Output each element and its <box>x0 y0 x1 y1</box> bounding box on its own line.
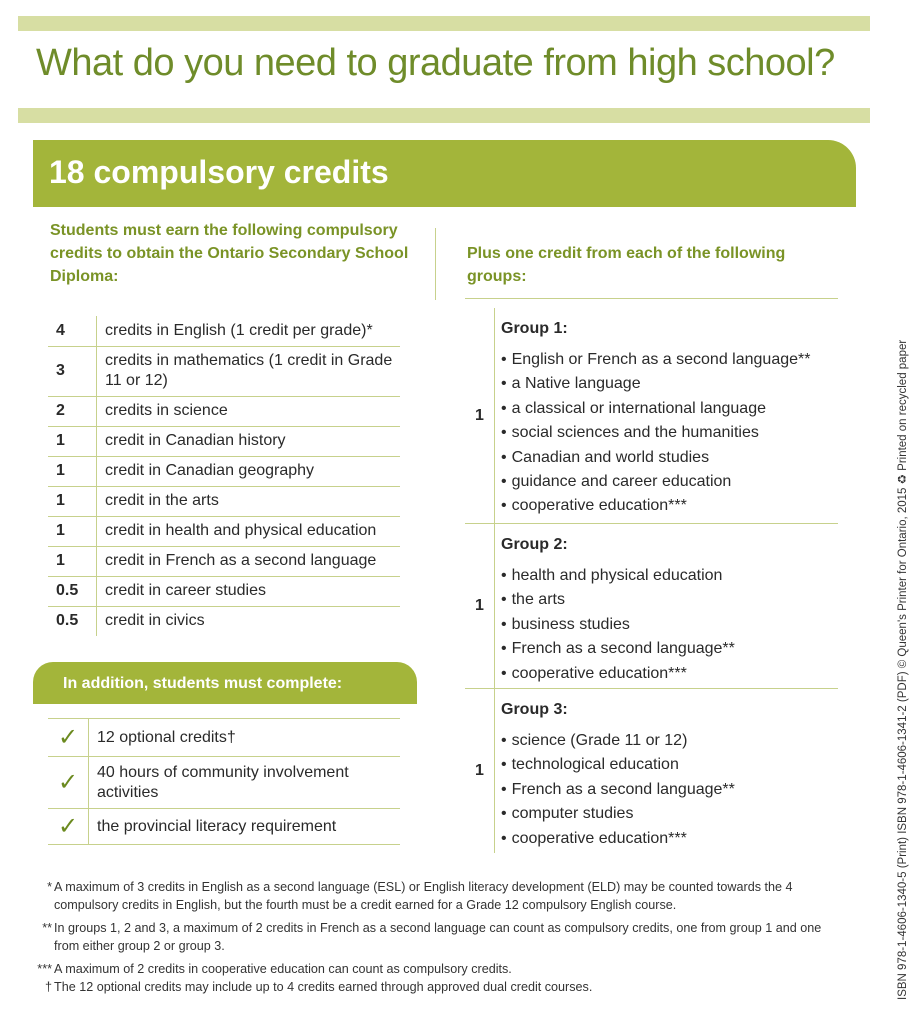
publication-info: ISBN 978-1-4606-1340-5 (Print) ISBN 978-1-4606-1341-2 (PDF) © Queen's Printer for Ontario, 2015 ♻ Printed on recycled paper <box>897 339 909 1000</box>
credit-description: credit in career studies <box>97 576 401 606</box>
table-row <box>48 576 400 606</box>
footnote <box>36 878 836 914</box>
list-item: • cooperative education*** <box>501 494 838 518</box>
elective-groups <box>465 308 838 853</box>
title-underline-bar <box>18 108 870 123</box>
list-item: • Canadian and world studies <box>501 446 838 470</box>
group-3 <box>465 689 838 853</box>
intro-right: Plus one credit from each of the following groups: <box>467 245 786 285</box>
credit-count: 3 <box>48 346 97 396</box>
credit-count: 0.5 <box>48 576 97 606</box>
credit-description: credit in health and physical education <box>97 516 401 546</box>
table-row <box>48 809 400 845</box>
list-item: • guidance and career education <box>501 470 838 494</box>
credit-description: credit in the arts <box>97 486 401 516</box>
table-row <box>48 516 400 546</box>
requirement-description: the provincial literacy requirement <box>89 809 401 845</box>
group-title: Group 1: <box>501 320 568 337</box>
group-body <box>501 689 838 855</box>
list-item: • the arts <box>501 588 838 612</box>
group-1 <box>465 308 838 524</box>
credit-count: 1 <box>48 546 97 576</box>
group-items <box>501 348 838 519</box>
list-item: • cooperative education*** <box>501 827 838 851</box>
addition-title: In addition, students must complete: <box>63 675 343 692</box>
table-row <box>48 757 400 809</box>
group-title: Group 2: <box>501 536 568 553</box>
requirement-description: 12 optional credits† <box>89 719 401 757</box>
list-item: • health and physical education <box>501 564 838 588</box>
group-credit-count: 1 <box>465 308 495 523</box>
group-body <box>501 308 838 523</box>
footnote <box>36 960 836 978</box>
credit-description: credits in English (1 credit per grade)* <box>105 321 373 339</box>
table-row <box>48 316 400 346</box>
group-2 <box>465 524 838 689</box>
requirement-description: 40 hours of community involvement activities <box>89 757 401 809</box>
footnote-mark: † <box>44 980 52 994</box>
group-body <box>501 524 838 690</box>
list-item: • French as a second language** <box>501 637 838 661</box>
credit-description: credit in French as a second language <box>97 546 401 576</box>
group-credit-count: 1 <box>465 524 495 688</box>
list-item: • business studies <box>501 613 838 637</box>
list-item: • technological education <box>501 753 838 777</box>
credit-count: 1 <box>48 426 97 456</box>
compulsory-credits-banner <box>33 140 856 207</box>
list-item: • French as a second language** <box>501 778 838 802</box>
footnote <box>36 919 836 955</box>
groups-top-rule <box>465 298 838 299</box>
footnote-mark: * <box>47 880 52 894</box>
footnote-text: A maximum of 3 credits in English as a second language (ESL) or English literacy development (ELD) may be counted towards the 4 compulsory credits in English, but the fourth must be a credit earned for a Grade 12 compulsory English course. <box>54 880 793 912</box>
credit-description: credit in civics <box>97 606 401 636</box>
credit-count: 0.5 <box>48 606 97 636</box>
credit-count: 2 <box>48 396 97 426</box>
footnote-mark: ** <box>42 921 52 935</box>
list-item: • social sciences and the humanities <box>501 421 838 445</box>
list-item: • English or French as a second language** <box>501 348 838 372</box>
credit-count: 1 <box>48 486 97 516</box>
table-row <box>48 396 400 426</box>
list-item: • computer studies <box>501 802 838 826</box>
checkmark-icon: ✓ <box>48 757 89 809</box>
top-accent-bar <box>18 16 870 31</box>
footnotes <box>36 878 836 996</box>
table-row <box>48 719 400 757</box>
column-divider <box>435 228 436 300</box>
footnote-text: A maximum of 2 credits in cooperative education can count as compulsory credits. <box>54 962 512 976</box>
addition-header <box>33 662 417 704</box>
list-item: • science (Grade 11 or 12) <box>501 729 838 753</box>
table-row <box>48 456 400 486</box>
addition-requirements-table <box>48 718 400 845</box>
compulsory-credits-table <box>48 316 400 636</box>
group-items <box>501 564 838 686</box>
intro-left: Students must earn the following compulsory credits to obtain the Ontario Secondary School Diploma: <box>50 222 409 285</box>
list-item: • cooperative education*** <box>501 662 838 686</box>
table-row <box>48 546 400 576</box>
table-row <box>48 346 400 396</box>
list-item: • a classical or international language <box>501 397 838 421</box>
footnote-mark: *** <box>37 962 52 976</box>
group-credit-count: 1 <box>465 689 495 853</box>
credit-description: credits in mathematics (1 credit in Grade 11 or 12) <box>97 346 401 396</box>
credit-description: credit in Canadian history <box>97 426 401 456</box>
table-row <box>48 486 400 516</box>
group-items <box>501 729 838 851</box>
footnote-text: In groups 1, 2 and 3, a maximum of 2 credits in French as a second language can count as compulsory credits, one from group 1 and one from either group 2 or group 3. <box>54 921 822 953</box>
footnote <box>36 978 836 996</box>
credit-count: 1 <box>48 456 97 486</box>
group-title: Group 3: <box>501 701 568 718</box>
credit-count: 4 <box>48 316 97 346</box>
page-title: What do you need to graduate from high school? <box>36 42 835 84</box>
checkmark-icon: ✓ <box>48 719 89 757</box>
table-row <box>48 606 400 636</box>
footnote-text: The 12 optional credits may include up to 4 credits earned through approved dual credit courses. <box>54 980 593 994</box>
banner-title: 18 compulsory credits <box>49 154 389 190</box>
credit-description: credit in Canadian geography <box>97 456 401 486</box>
checkmark-icon: ✓ <box>48 809 89 845</box>
credit-description: credits in science <box>97 396 401 426</box>
credit-count: 1 <box>48 516 97 546</box>
table-row <box>48 426 400 456</box>
list-item: • a Native language <box>501 372 838 396</box>
